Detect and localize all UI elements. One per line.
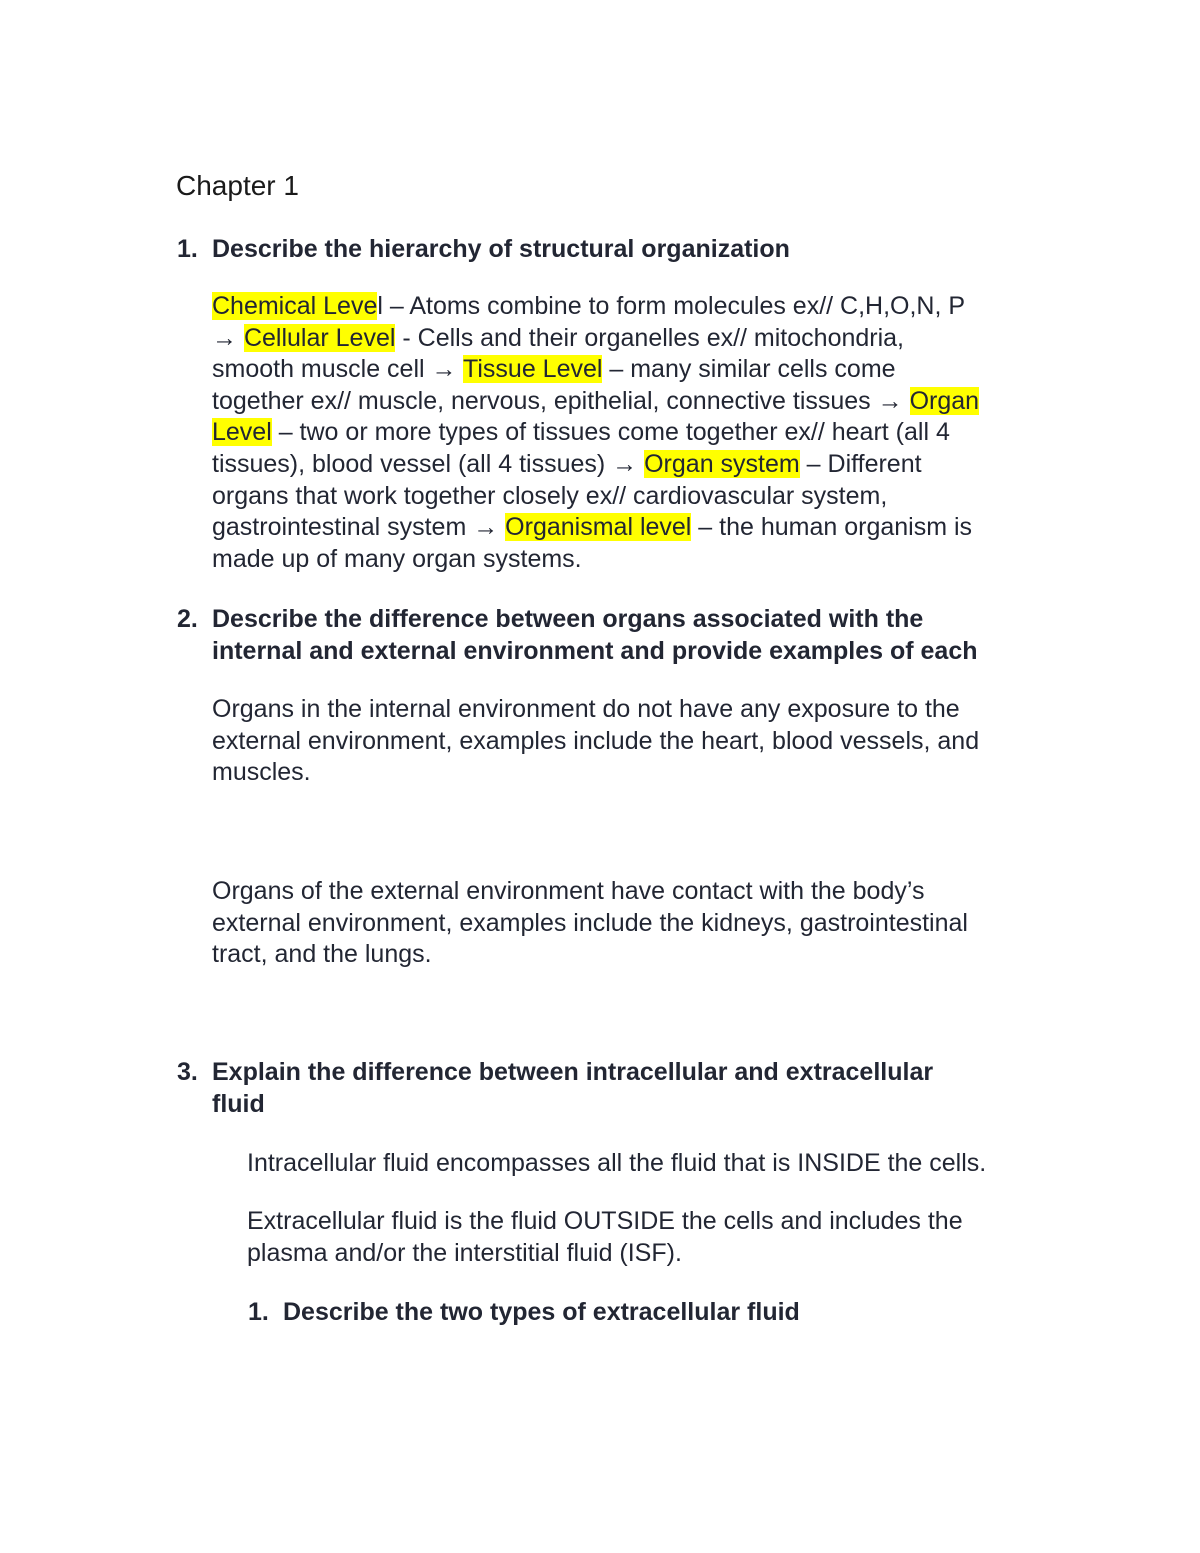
subquestion-heading [248,1296,800,1328]
internal-environment-answer [212,694,979,789]
answer-line [212,481,979,513]
answer-line: Organs of the external environment have contact with the body’s [212,877,925,905]
answer-line [212,544,979,576]
answer-line [212,386,979,418]
question-text-line: fluid [212,1090,265,1118]
answer-line [212,417,979,449]
external-environment-answer [212,876,968,971]
question-1-answer [212,291,979,575]
highlighted-term: Chemical Leve [212,292,378,320]
answer-line [212,354,979,386]
answer-text: – the human organism is [691,513,973,542]
question-1-heading [177,233,790,265]
question-text-line: Describe the difference between organs associated with the [212,605,924,633]
highlighted-term: Organ [909,386,980,415]
highlighted-term: Level [212,418,272,447]
intracellular-answer [247,1148,986,1180]
question-text: Describe the two types of extracellular fluid [283,1298,800,1326]
answer-text: smooth muscle cell → [212,355,464,384]
answer-line: external environment, examples include the kidneys, gastrointestinal [212,908,968,937]
answer-line: muscles. [212,758,311,787]
answer-text: made up of many organ systems. [212,544,582,573]
question-2-heading [177,603,978,667]
answer-text: organs that work together closely ex// cardiovascular system, [212,481,888,510]
question-number: 1. [248,1298,269,1326]
question-number: 1. [177,235,198,263]
answer-line [212,291,979,323]
answer-line: Intracellular fluid encompasses all the fluid that is INSIDE the cells. [247,1149,987,1177]
answer-line: external environment, examples include the heart, blood vessels, and [212,726,980,755]
question-number: 3. [177,1058,198,1086]
answer-text: l – Atoms combine to form molecules ex// C,H,O,N, P [377,292,966,320]
chapter-title: Chapter 1 [176,170,299,201]
answer-line: tract, and the lungs. [212,940,432,969]
extracellular-answer [247,1206,963,1269]
question-text-line: internal and external environment and provide examples of each [212,637,978,665]
question-number: 2. [177,605,198,633]
answer-text: – two or more types of tissues come together ex// heart (all 4 [271,418,950,447]
question-3-heading [177,1056,934,1120]
answer-line [212,323,979,355]
highlighted-term: Cellular Level [243,323,396,352]
answer-text: – Different [799,449,922,478]
highlighted-term: Organ system [644,449,800,478]
question-text: Describe the hierarchy of structural organization [212,235,790,263]
answer-line [212,512,979,544]
answer-text: together ex// muscle, nervous, epithelial, connective tissues → [212,386,910,415]
answer-line: plasma and/or the interstitial fluid (ISF). [247,1238,682,1267]
question-text-line: Explain the difference between intracellular and extracellular [212,1058,934,1086]
answer-line: Organs in the internal environment do not have any exposure to the [212,695,960,723]
highlighted-term: Tissue Level [463,355,603,384]
answer-text: tissues), blood vessel (all 4 tissues) → [212,449,645,478]
answer-line: Extracellular fluid is the fluid OUTSIDE the cells and includes the [247,1207,963,1235]
answer-line [212,449,979,481]
answer-text: gastrointestinal system → [212,513,506,542]
answer-text: → [212,323,244,352]
answer-text: – many similar cells come [602,355,896,384]
answer-text: - Cells and their organelles ex// mitochondria, [395,323,905,352]
highlighted-term: Organismal level [505,513,692,542]
